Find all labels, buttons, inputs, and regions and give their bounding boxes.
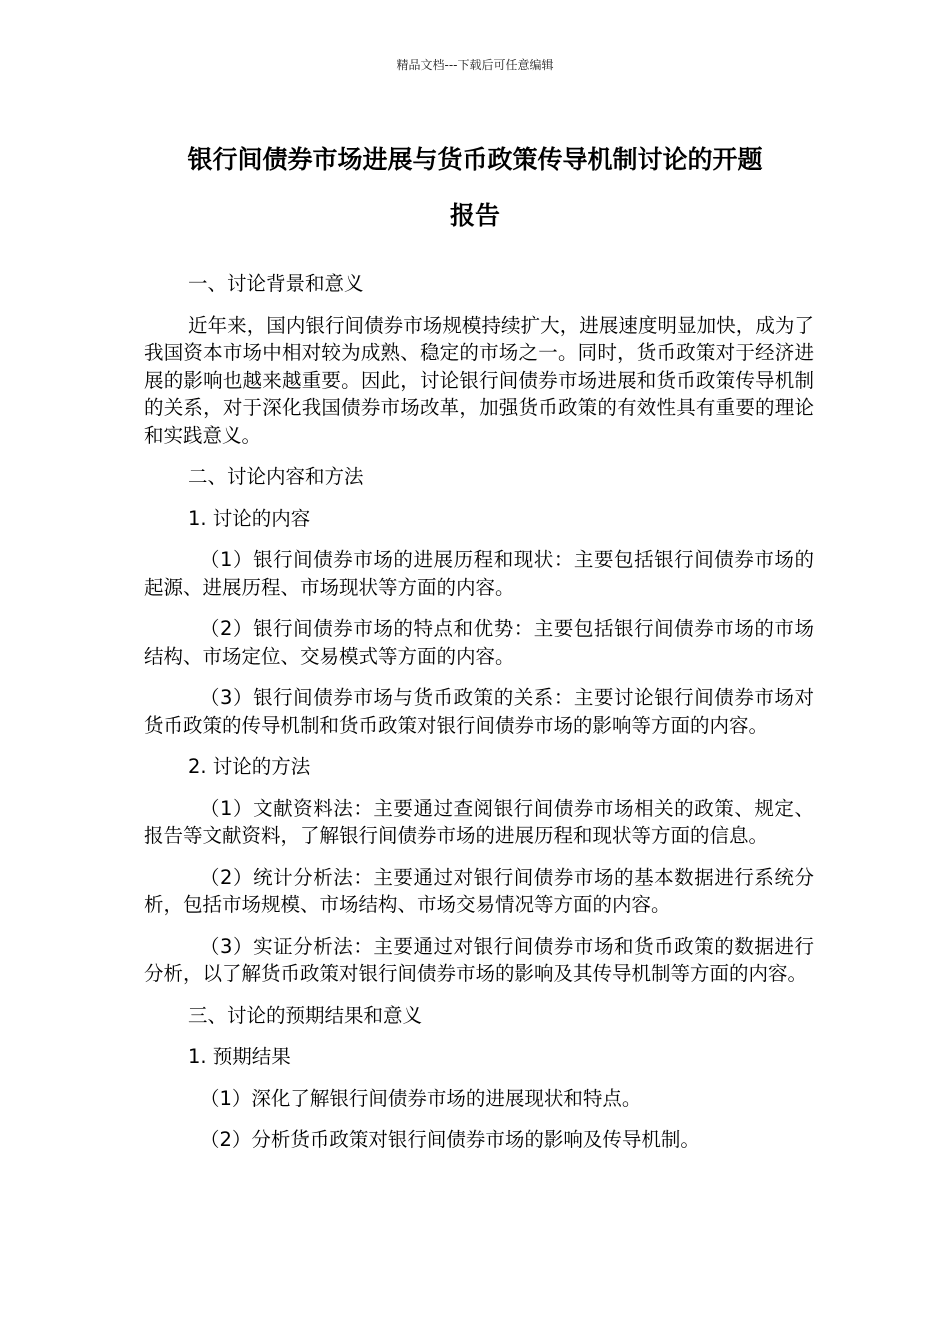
subheading-expected-results: 1. 预期结果 <box>188 1045 291 1068</box>
background-paragraph: 近年来，国内银行间债券市场规模持续扩大，进展速度明显加快，成为了我国资本市场中相对较为成熟、稳定的市场之一。同时，货币政策对于经济进展的影响也越来越重要。因此，讨论银行间债券市场进展和货币政策传导机制的关系，对于深化我国债券市场改革，加强货币政策的有效性具有重要的理论和实践意义。 <box>144 313 814 447</box>
section-heading-background: 一、讨论背景和意义 <box>188 272 364 295</box>
page-header-watermark: 精品文档---下载后可任意编辑 <box>396 58 554 72</box>
document-title <box>120 132 830 244</box>
content-item-3: （3）银行间债券市场与货币政策的关系：主要讨论银行间债券市场对货币政策的传导机制和货币政策对银行间债券市场的影响等方面的内容。 <box>144 686 814 737</box>
document-title-line-2: 报告 <box>449 201 500 230</box>
subheading-research-methods: 2. 讨论的方法 <box>188 755 311 778</box>
document-body <box>144 270 814 1168</box>
content-item-2: （2）银行间债券市场的特点和优势：主要包括银行间债券市场的市场结构、市场定位、交易模式等方面的内容。 <box>144 617 814 668</box>
section-heading-content-methods: 二、讨论内容和方法 <box>188 465 364 488</box>
result-item-1: （1）深化了解银行间债券市场的进展现状和特点。 <box>200 1086 642 1110</box>
subheading-research-content: 1. 讨论的内容 <box>188 506 311 530</box>
result-item-2: （2）分析货币政策对银行间债券市场的影响及传导机制。 <box>200 1128 700 1151</box>
section-heading-expected-results: 三、讨论的预期结果和意义 <box>188 1003 423 1027</box>
method-item-2: （2）统计分析法：主要通过对银行间债券市场的基本数据进行系统分析，包括市场规模、市场结构、市场交易情况等方面的内容。 <box>144 865 814 916</box>
method-item-1: （1）文献资料法：主要通过查阅银行间债券市场相关的政策、规定、报告等文献资料，了解银行间债券市场的进展历程和现状等方面的信息。 <box>144 796 814 847</box>
document-title-line-1: 银行间债券市场进展与货币政策传导机制讨论的开题 <box>187 145 763 174</box>
method-item-3: （3）实证分析法：主要通过对银行间债券市场和货币政策的数据进行分析，以了解货币政策对银行间债券市场的影响及其传导机制等方面的内容。 <box>144 934 814 985</box>
content-item-1: （1）银行间债券市场的进展历程和现状：主要包括银行间债券市场的起源、进展历程、市场现状等方面的内容。 <box>144 548 814 599</box>
